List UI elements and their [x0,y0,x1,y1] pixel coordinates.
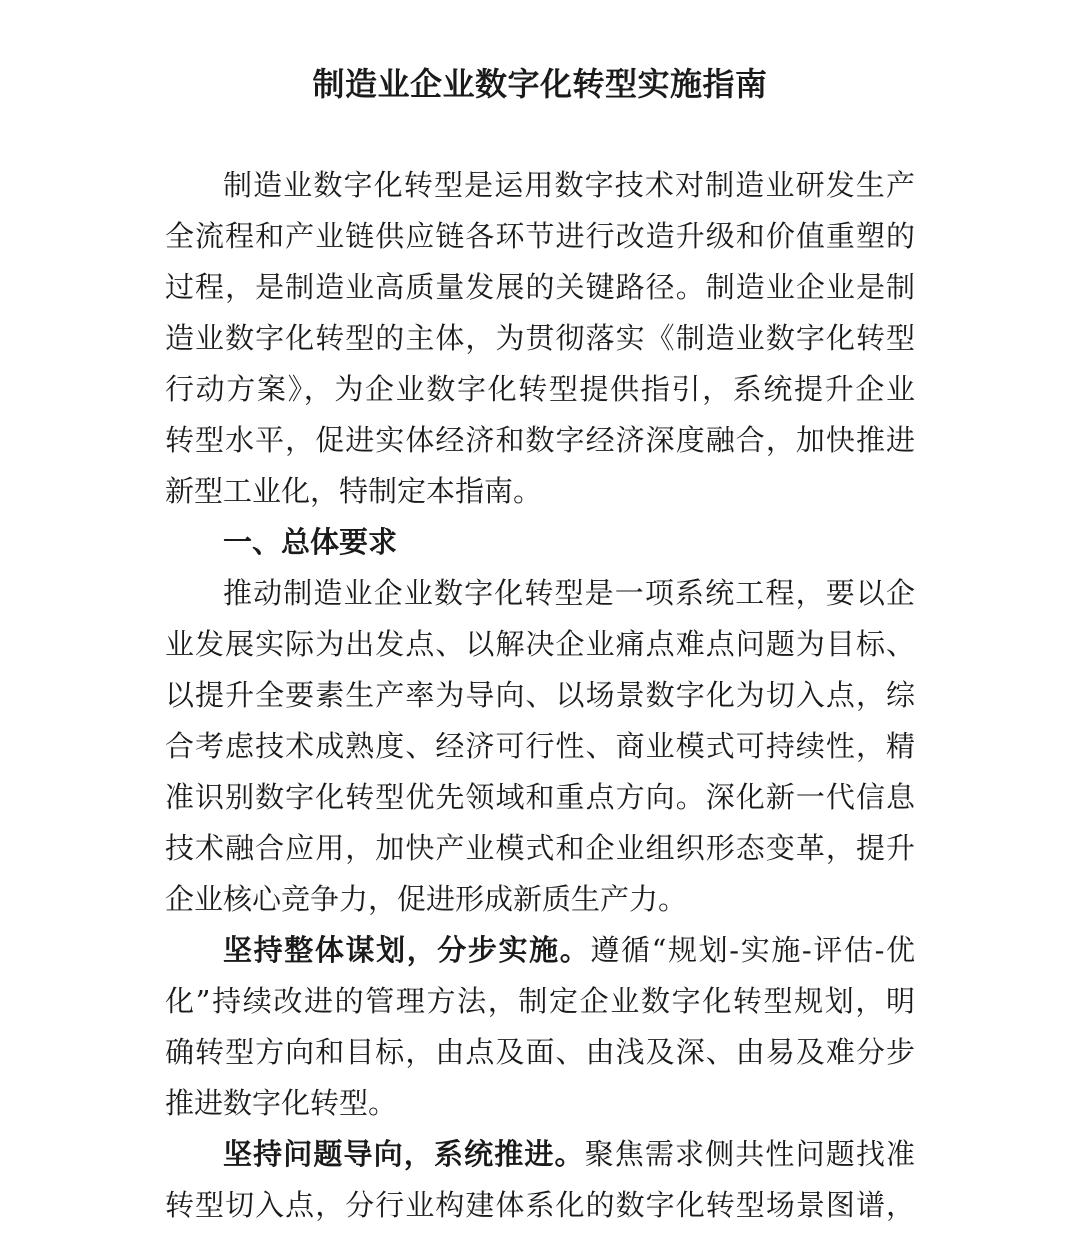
principle-text: 遵循“规划-实施-评估-优 [590,933,915,967]
section-line: 准识别数字化转型优先领域和重点方向。深化新一代信息 [165,780,915,814]
principle-line: 化”持续改进的管理方法，制定企业数字化转型规划，明 [165,984,915,1018]
intro-line: 转型水平，促进实体经济和数字经济深度融合，加快推进 [165,423,915,457]
intro-line: 造业数字化转型的主体，为贯彻落实《制造业数字化转型 [165,321,915,355]
intro-line: 全流程和产业链供应链各环节进行改造升级和价值重塑的 [165,219,915,253]
principle-first-line [223,1129,915,1180]
principle-first-line [223,925,915,976]
intro-line: 行动方案》，为企业数字化转型提供指引，系统提升企业 [165,372,915,406]
section-heading: 一、总体要求 [223,525,398,559]
section-line: 合考虑技术成熟度、经济可行性、商业模式可持续性，精 [165,729,915,763]
principle-lead: 坚持整体谋划，分步实施。 [223,933,591,967]
principle-line: 推进数字化转型。 [165,1086,398,1120]
principle-line: 转型切入点，分行业构建体系化的数字化转型场景图谱， [165,1188,915,1222]
principle-line: 确转型方向和目标，由点及面、由浅及深、由易及难分步 [165,1035,915,1069]
document-title: 制造业企业数字化转型实施指南 [312,65,768,103]
section-line: 业发展实际为出发点、以解决企业痛点难点问题为目标、 [165,627,915,661]
principle-text: 聚焦需求侧共性问题找准 [584,1137,915,1171]
principle-lead: 坚持问题导向，系统推进。 [223,1137,585,1171]
section-line: 技术融合应用，加快产业模式和企业组织形态变革，提升 [165,831,915,865]
intro-line: 制造业数字化转型是运用数字技术对制造业研发生产 [223,168,915,202]
section-line: 企业核心竞争力，促进形成新质生产力。 [165,882,688,916]
intro-line: 新型工业化，特制定本指南。 [165,474,543,508]
section-line: 推动制造业企业数字化转型是一项系统工程，要以企 [223,576,915,610]
section-line: 以提升全要素生产率为导向、以场景数字化为切入点，综 [165,678,915,712]
intro-line: 过程，是制造业高质量发展的关键路径。制造业企业是制 [165,270,915,304]
